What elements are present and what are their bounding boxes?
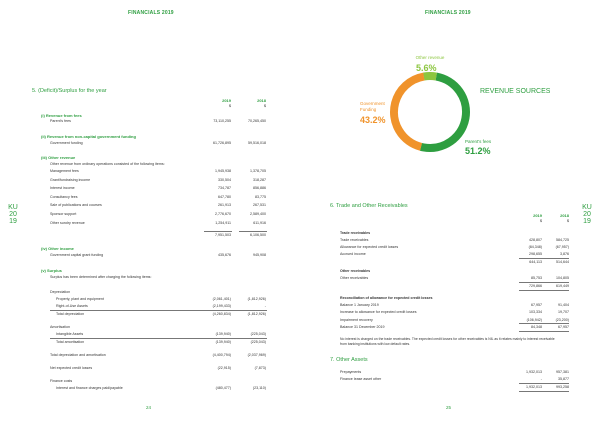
side-code-line: KU [582, 204, 592, 211]
revenue-sources-chart [350, 50, 550, 165]
row-value-2019: - [540, 377, 542, 381]
row-value-2018: 91,404 [558, 303, 569, 307]
total-2018: 6,106,500 [250, 233, 266, 237]
donut-slice-parent-s-fees [388, 70, 471, 153]
row-value-2018: (1,812,926) [247, 312, 266, 316]
col-year-2019: 2019 [533, 213, 542, 218]
row-label: Government funding [50, 141, 83, 145]
row-value-2019: (139,940) [215, 332, 231, 336]
right-side-code [580, 204, 594, 225]
row-value-2018: 104,805 [556, 276, 569, 280]
row-value-2019: 734,787 [218, 186, 231, 191]
total-rule [519, 282, 569, 283]
sub-heading-fees: (i) Revenue from fees [41, 113, 82, 118]
row-value-2018: 957,381 [556, 370, 569, 374]
total-2018: 993,258 [556, 385, 569, 389]
row-value-2018: (2,037,969) [247, 353, 266, 357]
row-value-2019: (2,061,401) [212, 297, 231, 301]
row-value-2019: 1,254,911 [215, 220, 231, 225]
slice-label-parents-fees: 51.2% [465, 146, 491, 156]
row-value-2018: (23,110) [252, 386, 266, 390]
row-value-2018: 1,378,705 [250, 169, 266, 173]
row-value-2019: 428,807 [529, 238, 542, 242]
total-2018: 514,644 [556, 260, 569, 264]
row-value-2019: (139,940) [215, 340, 231, 344]
row-label: Total depreciation and amortisation [50, 353, 106, 357]
right-page-header: FINANCIALS 2019 [425, 10, 471, 16]
row-label: Balance 1 January 2019 [340, 303, 379, 307]
row-value-2019: 2,776,670 [215, 212, 231, 216]
row-value-2019: 1,945,938 [215, 169, 231, 173]
slice-label-other-revenue: 5.6% [416, 63, 437, 73]
row-value-2019: (22,915) [217, 366, 231, 370]
row-label: Impairment recovery [340, 317, 373, 322]
sub-heading-other-revenue: (iii) Other revenue [41, 155, 76, 160]
row-label: Trade receivables [340, 238, 369, 242]
row-value-2019: 73,110,255 [213, 119, 231, 123]
side-code-line: 20 [583, 211, 591, 218]
row-label: Intangible Assets [56, 332, 84, 336]
left-page-header: FINANCIALS 2019 [128, 10, 174, 16]
row-label: Balance 31 December 2019 [340, 325, 385, 330]
row-value-2018: (1,812,926) [247, 297, 266, 301]
row-value-2018: 35,877 [558, 377, 569, 381]
right-page-number: 25 [446, 405, 452, 410]
row-value-2018: 2,589,400 [250, 212, 266, 216]
col-unit: $ [264, 104, 266, 108]
col-year-2018: 2018 [560, 213, 569, 218]
row-value-2018: 611,916 [253, 220, 266, 225]
section-5-title: 5. (Deficit)/Surplus for the year [32, 88, 107, 94]
row-value-2019: 84,348 [531, 325, 542, 330]
amortisation-label: Amortisation [50, 325, 70, 329]
total-rule [239, 231, 267, 232]
side-code-line: KU [8, 204, 18, 211]
row-label: Finance lease asset other [340, 377, 382, 381]
divider [50, 338, 267, 339]
row-label: Sale of publications and courses [50, 203, 102, 208]
row-value-2019: (2,199,433) [212, 304, 231, 308]
total-rule [519, 391, 569, 392]
side-code-line: 19 [583, 218, 591, 225]
side-code-line: 20 [9, 211, 17, 218]
row-value-2018: (225,043) [250, 332, 266, 336]
row-value-2018: (7,873) [254, 366, 266, 370]
chart-title: REVENUE SOURCES [480, 88, 550, 95]
section-7-title: 7. Other Assets [330, 357, 368, 363]
donut-group [386, 68, 474, 156]
row-label: Prepayments [340, 370, 362, 374]
total-2018: 619,449 [556, 284, 569, 288]
total-2019: 1,932,013 [526, 385, 542, 389]
left-page-number: 24 [146, 405, 152, 410]
sub-heading-government-funding: (ii) Revenue from non-capital government funding [41, 134, 136, 139]
total-rule [204, 231, 232, 232]
slice-label-government-funding: 43.2% [360, 115, 386, 125]
slice-name-government-funding-2: Funding [360, 107, 377, 112]
total-2019: 644,113 [529, 260, 542, 264]
slice-name-parents-fees: Parent's fees [465, 139, 492, 144]
other-receivables-heading: Other receivables [340, 269, 371, 273]
row-value-2019: (480,477) [215, 386, 231, 390]
row-value-2019: 298,655 [529, 251, 542, 256]
row-label: Grant/fundraising income [50, 177, 91, 182]
row-label: Interest income [50, 186, 75, 191]
row-label: Right-of-Use Assets [56, 304, 88, 308]
row-value-2018: 584,725 [556, 238, 569, 242]
row-value-2018: 59,516,018 [248, 141, 266, 145]
row-label: Total depreciation [56, 312, 85, 316]
row-label: Government capital grant funding [50, 253, 104, 257]
slice-name-government-funding-1: Government [360, 101, 385, 106]
donut-slice-other-revenue [388, 70, 471, 153]
row-value-2019: 103,334 [529, 310, 542, 315]
row-value-2019: 61,726,895 [213, 141, 231, 145]
row-value-2018: 70,265,450 [248, 119, 266, 123]
row-label: Increase to allowance for expected credit losses [340, 310, 417, 315]
row-value-2019: 67,957 [531, 303, 542, 307]
row-value-2019: (4,400,794) [212, 353, 231, 357]
row-value-2019: (4,260,834) [212, 312, 231, 316]
trade-heading: Trade receivables [340, 231, 371, 235]
col-year-2018: 2018 [257, 98, 266, 103]
row-label: Consultancy fees [50, 194, 78, 199]
divider [50, 310, 267, 311]
total-rule [519, 331, 569, 332]
row-value-2019: 435,676 [218, 253, 231, 257]
row-value-2018: 67,957 [558, 325, 569, 330]
total-2019: 7,951,503 [215, 233, 231, 237]
row-label: Accrued income [340, 251, 366, 256]
left-side-code [6, 204, 20, 225]
row-value-2018: 19,707 [558, 310, 569, 315]
recon-heading: Reconciliation of allowance for expected credit losses [340, 296, 433, 300]
sub-heading-other-income: (iv) Other income [41, 246, 74, 251]
row-value-2018: 83,775 [255, 194, 266, 199]
row-label: Interest and finance charges paid/payable [56, 386, 123, 390]
total-rule [519, 323, 569, 324]
section-intro: Other revenue from ordinary operations consisted of the following items: [50, 162, 165, 166]
col-unit: $ [567, 219, 569, 223]
row-label: Total amortisation [56, 340, 85, 344]
row-label: Parent's fees [50, 119, 71, 123]
total-rule [519, 383, 569, 384]
row-value-2018: - [264, 304, 266, 308]
section-intro: Surplus has been determined after charging the following items: [50, 275, 152, 279]
row-label: Net expected credit losses [50, 366, 93, 370]
row-value-2019: 85,753 [531, 276, 542, 280]
row-value-2019: 1,932,013 [526, 370, 542, 374]
total-rule [519, 290, 569, 291]
row-value-2018: (67,957) [555, 244, 569, 249]
donut-slice-government-funding [386, 68, 474, 156]
depreciation-label: Depreciation [50, 290, 71, 294]
row-value-2019: 647,780 [218, 194, 231, 199]
row-value-2019: (84,348) [528, 244, 542, 249]
row-value-2018: 267,531 [253, 203, 266, 208]
col-unit: $ [229, 104, 231, 108]
row-label: Allowance for expected credit losses [340, 244, 399, 249]
receivables-note: No interest is charged on the trade receivables. The expected credit losses for other receivables is NIL as it relates mainly to interest receivable from banking institutions with low default rates. [340, 337, 555, 346]
row-label: Property, plant and equipment [56, 297, 104, 301]
col-unit: $ [540, 219, 542, 223]
row-label: Other receivables [340, 276, 369, 280]
row-value-2019: (106,942) [526, 317, 542, 322]
row-label: Sponsor support [50, 212, 77, 216]
row-label: Management fees [50, 169, 79, 173]
total-2019: 729,866 [529, 284, 542, 288]
row-value-2019: 330,504 [218, 177, 231, 182]
row-value-2018: 945,908 [253, 253, 266, 257]
finance-costs-label: Finance costs [50, 379, 73, 383]
row-value-2018: (225,043) [250, 340, 266, 344]
section-6-title: 6. Trade and Other Receivables [330, 203, 408, 209]
side-code-line: 19 [9, 218, 17, 225]
row-value-2018: 3,876 [560, 251, 569, 256]
sub-heading-surplus: (v) Surplus [41, 268, 62, 273]
row-value-2018: 318,287 [253, 177, 266, 182]
row-label: Other sundry revenue [50, 220, 85, 225]
total-rule [519, 258, 569, 259]
row-value-2018: (23,200) [555, 317, 569, 322]
row-value-2018: 856,886 [253, 186, 266, 191]
col-year-2019: 2019 [222, 98, 231, 103]
slice-name-other-revenue: Other revenue [415, 55, 445, 60]
row-value-2019: 261,913 [218, 203, 231, 208]
